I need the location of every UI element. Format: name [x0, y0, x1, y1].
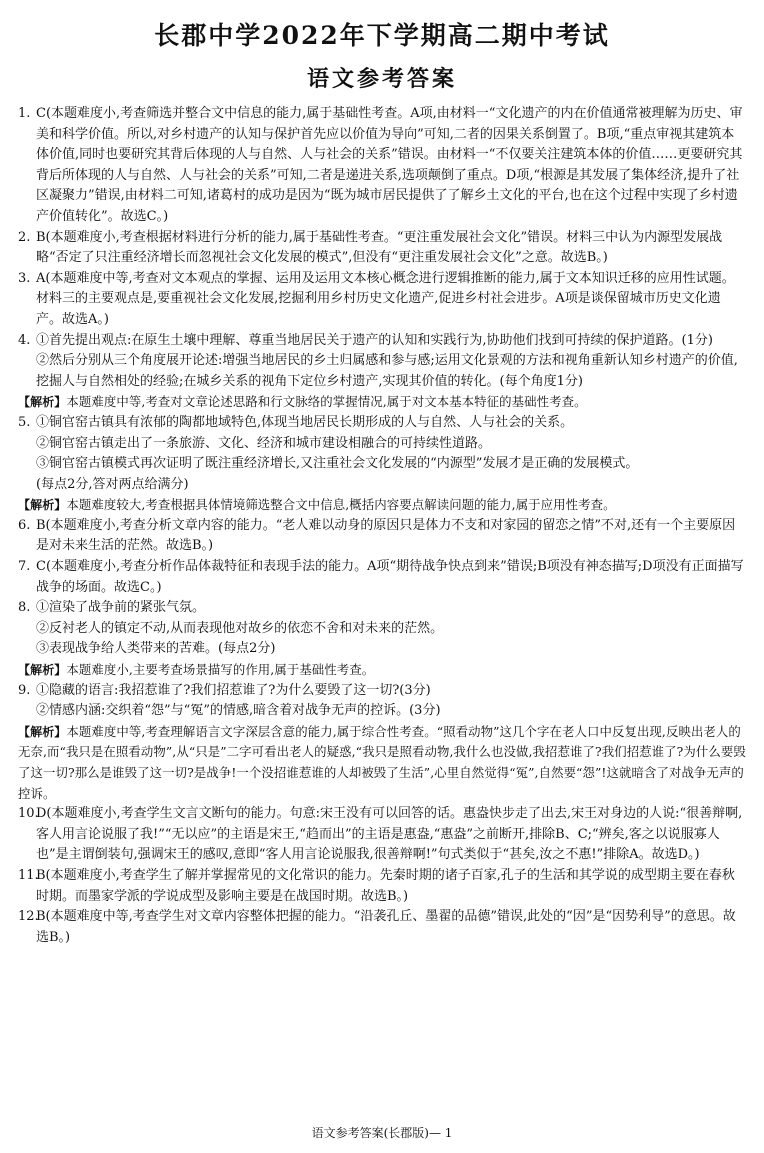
document-subtitle: 语文参考答案: [306, 67, 457, 92]
answer-number: 8.: [18, 600, 31, 616]
answer-number: 10.: [18, 806, 39, 822]
answer-text: C(本题难度小,考查分析作品体裁特征和表现手法的能力。A项“期待战争快点到来”错误;B项没有神态描写;D项没有正面描写战争的场面。故选C。): [36, 559, 744, 595]
answer-text: ①首先提出观点:在原生土壤中理解、尊重当地居民关于遗产的认知和实践行为,协助他们找到可持续的保护道路。(1分): [36, 332, 713, 348]
answer-subpoint: ③铜官窑古镇模式再次证明了既注重经济增长,又注重社会文化发展的“内源型”发展才是正确的发展模式。: [36, 456, 639, 472]
answer-item: [18, 331, 746, 352]
answer-subpoint: ②情感内涵:交织着“怨”与“冤”的情感,暗含着对战争无声的控诉。(3分): [36, 703, 441, 719]
answer-list: [18, 104, 746, 948]
analysis-note: [18, 495, 746, 516]
answer-text: B(本题难度小,考查根据材料进行分析的能力,属于基础性考查。“更注重发展社会文化”错误。材料三中认为内源型发展战略“否定了只注重经济增长而忽视社会文化发展的模式”,但没有“更注重发展社会文化”之意。故选B。): [36, 229, 723, 266]
answer-text: B(本题难度中等,考查学生对文章内容整体把握的能力。“沿袭孔丘、墨翟的品德”错误,此处的“因”是“因势利导”的意思。故选B。): [36, 909, 736, 945]
answer-number: 5.: [18, 414, 31, 430]
answer-subpoint: ②然后分别从三个角度展开论述:增强当地居民的乡土归属感和参与感;运用文化景观的方法和视角重新认知乡村遗产的价值,挖掘人与自然相处的经验;在城乡关系的视角下定位乡村遗产,实现其价值的转化。(每个角度1分): [36, 353, 738, 389]
answer-number: 2.: [18, 229, 31, 245]
answer-item: [18, 681, 746, 702]
analysis-note: [18, 392, 746, 413]
analysis-tag: 【解析】: [18, 663, 67, 678]
answer-item: [18, 269, 746, 331]
answer-text: C(本题难度小,考查筛选并整合文中信息的能力,属于基础性考查。A项,由材料一“文化遗产的内在价值通常被理解为历史、审美和科学价值。所以,对乡村遗产的认知与保护首先应以价值为导向”可知,二者的因果关系倒置了。B项,“重点审视其建筑本体价值,同时也要研究其背后体现的人与自然、人与社会的关系”错误。由材料一“不仅要关注建筑本体的价值……更要研究其背后所体现的人与自然、人与社会的关系”可知,二者是递进关系,选项颠倒了重点。D项,“根源是其发展了集体经济,提升了社区凝聚力”错误,由材料二可知,诸葛村的成功是因为“既为城市居民提供了了解乡土文化的平台,也在这个过程中实现了乡村遗产价值转化”。故选C。): [36, 106, 743, 224]
document-title: 长郡中学2022年下学期高二期中考试: [154, 21, 610, 50]
answer-subpoint: ②铜官窑古镇走出了一条旅游、文化、经济和城市建设相融合的可持续性道路。: [36, 435, 492, 451]
analysis-note: [18, 660, 746, 681]
answer-number: 4.: [18, 332, 31, 348]
answer-number: 11.: [18, 867, 39, 883]
answer-subpoint: (每点2分,答对两点给满分): [36, 476, 189, 492]
answer-text: D(本题难度小,考查学生文言文断句的能力。句意:宋王没有可以回答的话。惠盎快步走了出去,宋王对身边的人说:“很善辩啊,客人用言论说服了我!”“无以应”的主语是宋王,“趋而出”的主语是惠盎,“惠盎”之前断开,排除B、C;“辨矣,客之以说服寡人也”是主谓倒装句,强调宋王的感叹,意即“客人用言论说服我,很善辩啊!”句式类似于“甚矣,汝之不惠!”排除A。故选D。): [36, 806, 743, 863]
answer-number: 9.: [18, 682, 31, 698]
answer-item: [18, 804, 746, 866]
answer-number: 6.: [18, 517, 31, 533]
analysis-tag: 【解析】: [18, 395, 67, 410]
answer-subpoint: ②反衬老人的镇定不动,从而表现他对故乡的依恋不舍和对未来的茫然。: [36, 620, 444, 636]
answer-subpoint: ③表现战争给人类带来的苦难。(每点2分): [36, 641, 276, 657]
analysis-tag: 【解析】: [18, 724, 67, 739]
analysis-text: 本题难度小,主要考查场景描写的作用,属于基础性考查。: [66, 662, 375, 678]
analysis-note: [18, 722, 746, 804]
answer-text: B(本题难度小,考查学生了解并掌握常见的文化常识的能力。先秦时期的诸子百家,孔子的生活和其学说的成型期主要在春秋时期。而墨家学派的学说成型及影响主要是在战国时期。故选B。): [36, 867, 735, 904]
page-footer: 语文参考答案(长郡版)— 1: [311, 1126, 453, 1140]
answer-text: ①隐藏的语言:我招惹谁了?我们招惹谁了?为什么要毁了这一切?(3分): [36, 682, 431, 698]
answer-text: ①渲染了战争前的紧张气氛。: [36, 600, 206, 616]
answer-number: 1.: [18, 106, 31, 121]
answer-number: 12.: [18, 909, 39, 925]
answer-text: B(本题难度小,考查分析文章内容的能力。“老人难以动身的原因只是体力不支和对家园的留恋之情”不对,还有一个主要原因是对未来生活的茫然。故选B。): [36, 517, 736, 554]
analysis-text: 本题难度中等,考查理解语言文字深层含意的能力,属于综合性考查。“照看动物”这几个字在老人口中反复出现,反映出老人的无奈,而“我只是在照看动物”,从“只是”二字可看出老人的疑惑,“我只是照看动物,我什么也没做,我招惹谁了?我们招惹谁了?为什么要毁了这一切?那么是谁毁了这一切?是战争!一个没招谁惹谁的人却被毁了生活”,心里自然觉得“冤”,自然要“怨”!这就暗含了对战争无声的控诉。: [18, 723, 746, 801]
answer-item: [18, 104, 746, 228]
answer-text: ①铜官窑古镇具有浓郁的陶都地域特色,体现当地居民长期形成的人与自然、人与社会的关系。: [36, 414, 574, 430]
answer-item: [18, 598, 746, 619]
answer-number: 7.: [18, 559, 31, 575]
analysis-tag: 【解析】: [18, 498, 67, 513]
answer-item: [18, 413, 746, 434]
answer-number: 3.: [18, 270, 31, 286]
analysis-text: 本题难度中等,考查对文章论述思路和行文脉络的掌握情况,属于对文本基本特征的基础性考查。: [66, 394, 587, 410]
answer-item: [18, 228, 746, 269]
answer-item: [18, 516, 746, 557]
answer-item: [18, 866, 746, 907]
answer-text: A(本题难度中等,考查对文本观点的掌握、运用及运用文本核心概念进行逻辑推断的能力,属于文本知识迁移的应用性试题。材料三的主要观点是,要重视社会文化发展,挖掘利用乡村历史文化遗产,促进乡村社会进步。A项是谈保留城市历史文化遗产。故选A。): [36, 270, 735, 327]
answer-item: [18, 907, 746, 948]
analysis-text: 本题难度较大,考查根据具体情境筛选整合文中信息,概括内容要点解读问题的能力,属于应用性考查。: [66, 497, 616, 513]
answer-item: [18, 557, 746, 598]
